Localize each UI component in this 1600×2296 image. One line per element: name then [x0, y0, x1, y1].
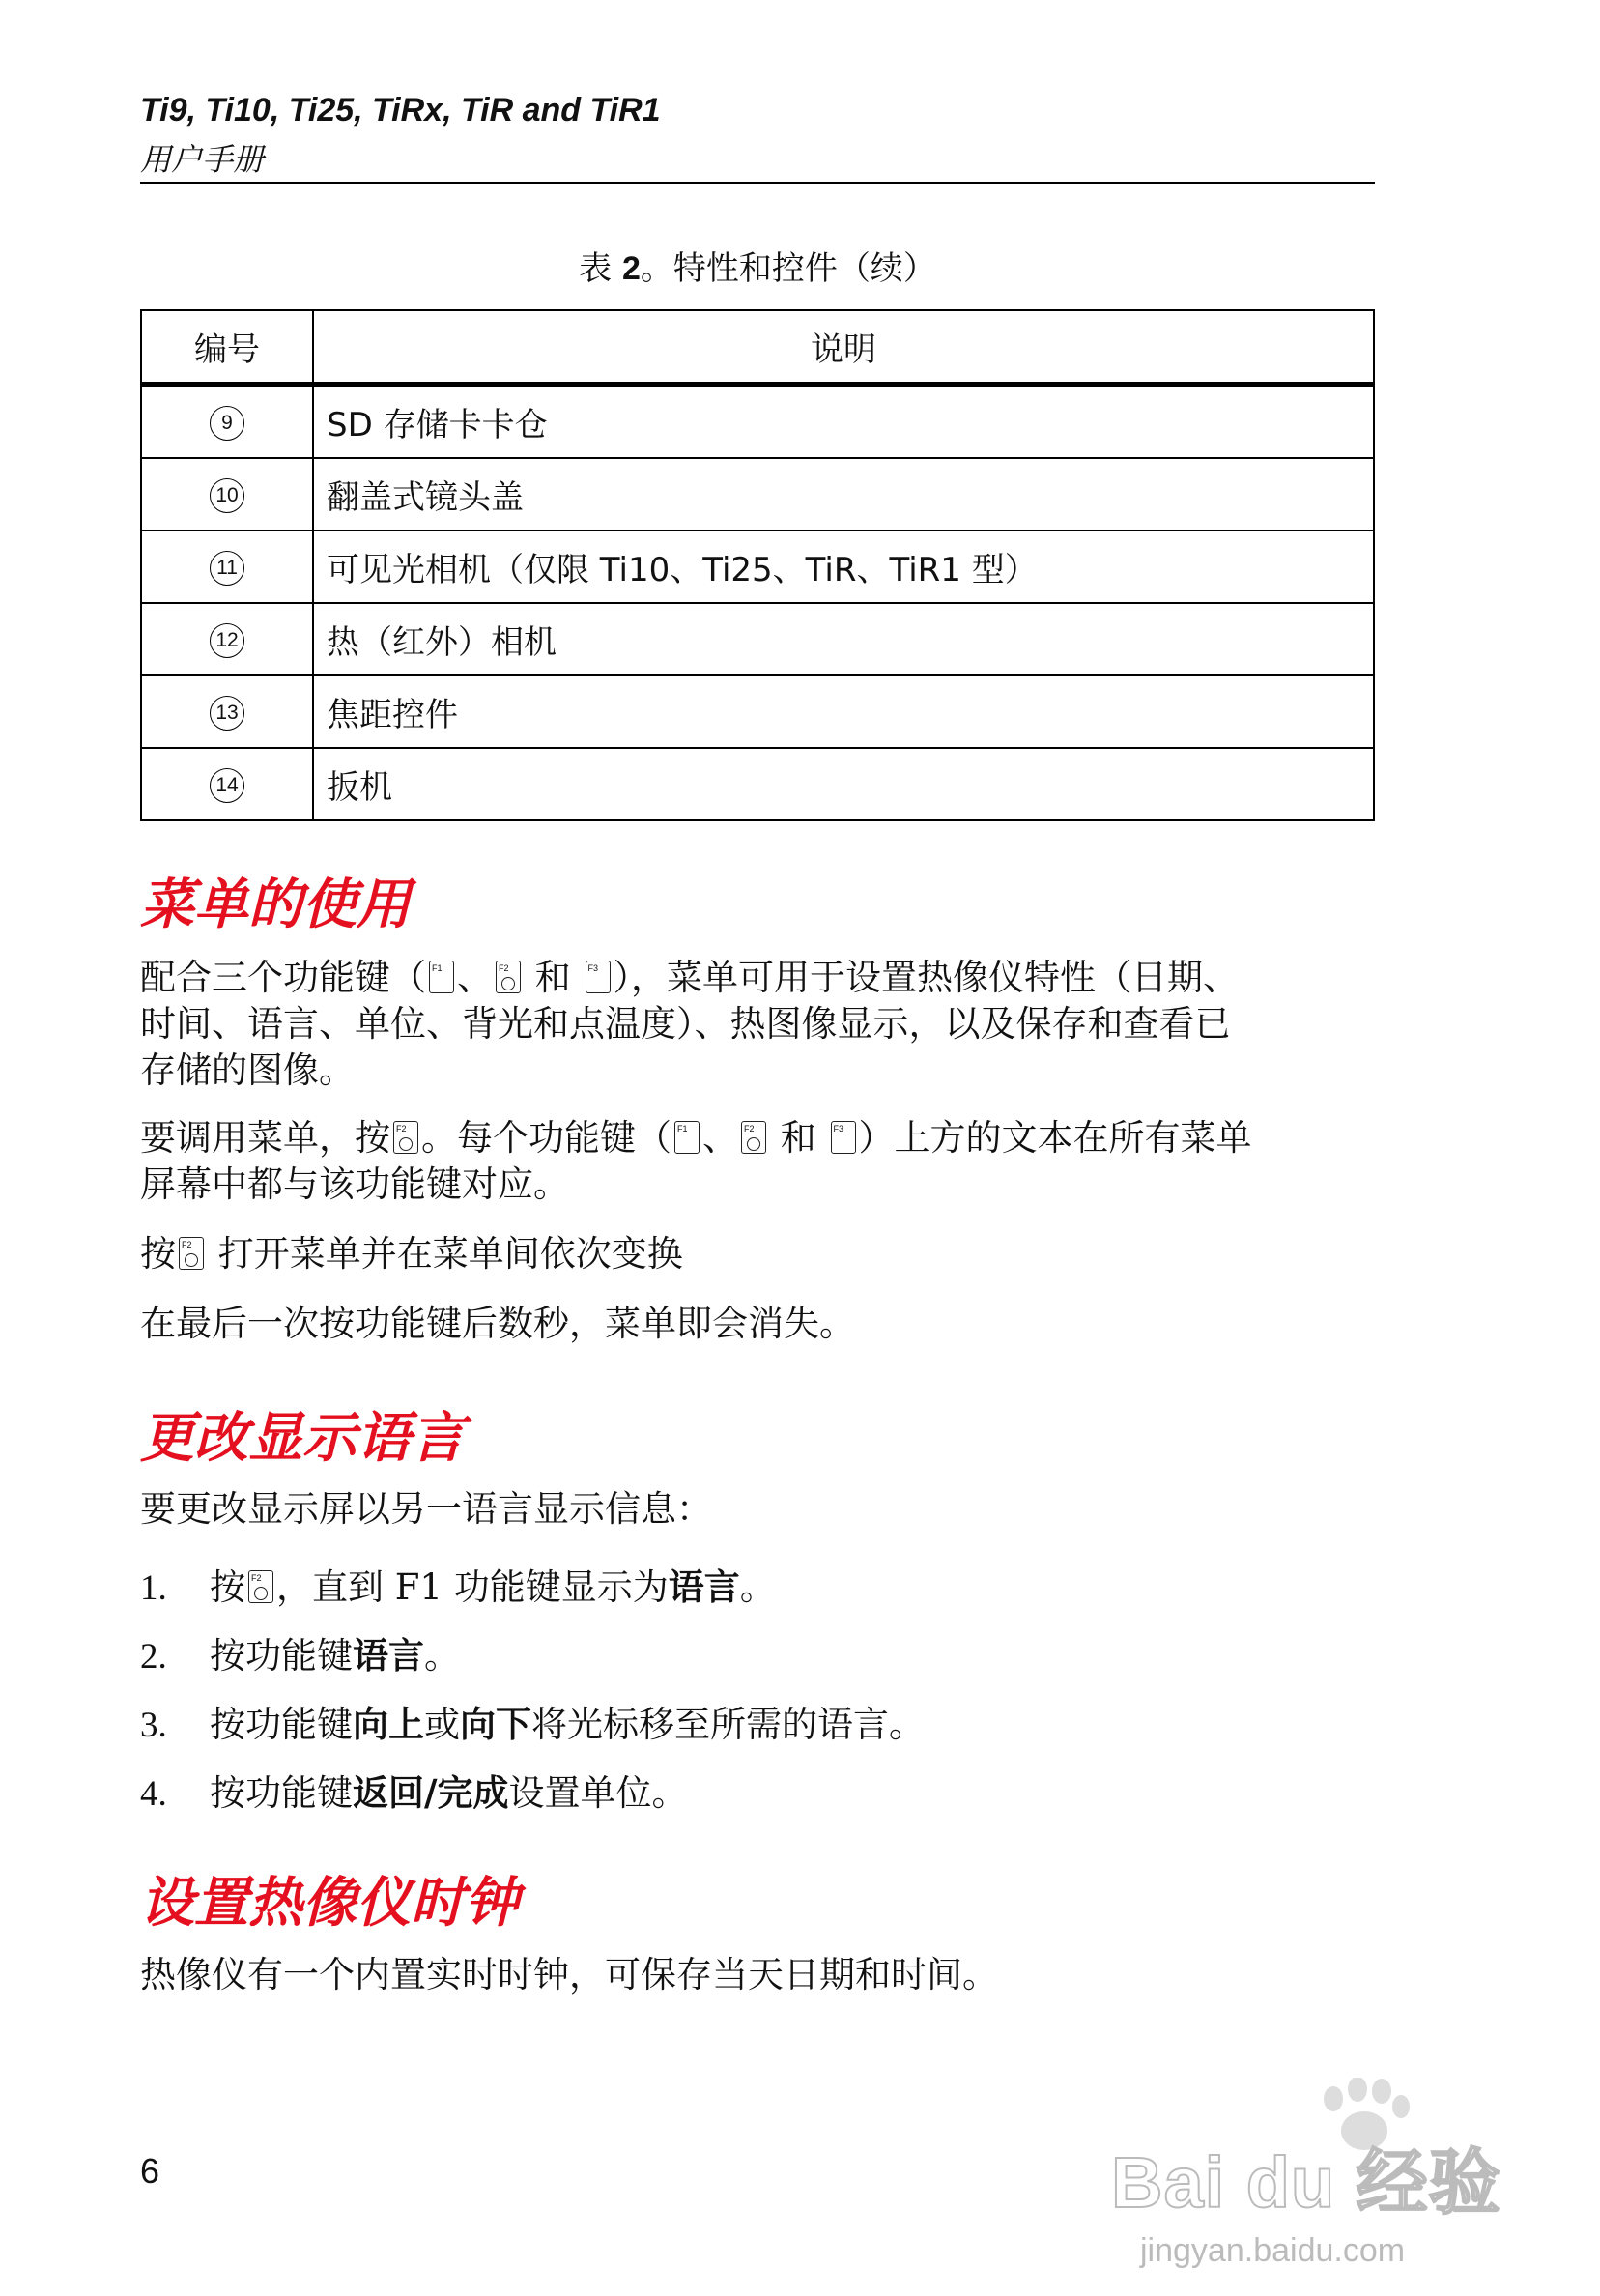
- f2-key-icon: F2: [496, 961, 521, 993]
- table-row: [141, 385, 1374, 459]
- item-description: 焦距控件: [313, 675, 1374, 748]
- item-description: 热（红外）相机: [313, 603, 1374, 675]
- watermark-brand: Bai du 经验: [1111, 2142, 1501, 2223]
- table-row: [141, 603, 1374, 675]
- paragraph-menu-open: 按 F2 打开菜单并在菜单间依次变换: [140, 1233, 683, 1275]
- list-item: 4. 按功能键返回/完成设置单位。: [140, 1772, 688, 1814]
- page-number: 6: [140, 2151, 160, 2191]
- item-number: 10: [210, 478, 244, 513]
- col-header-number: 编号: [141, 310, 313, 385]
- features-table: [140, 309, 1375, 821]
- f3-key-icon: F3: [831, 1121, 856, 1154]
- list-item: 1. 按 F2 ，直到 F1 功能键显示为语言。: [140, 1566, 776, 1608]
- item-description: 可见光相机（仅限 Ti10、Ti25、TiR、TiR1 型）: [313, 531, 1374, 603]
- item-number: 12: [210, 623, 244, 658]
- table-row: [141, 531, 1374, 603]
- f3-key-icon: F3: [586, 961, 611, 993]
- paragraph-clock: 热像仪有一个内置实时时钟，可保存当天日期和时间。: [140, 1954, 998, 1995]
- f2-key-icon: F2: [741, 1121, 766, 1154]
- header-rule: [140, 182, 1375, 184]
- item-number: 11: [210, 551, 244, 586]
- header-manual-title: 用户手册: [140, 141, 265, 178]
- watermark-url: jingyan.baidu.com: [1140, 2232, 1406, 2269]
- item-description: 翻盖式镜头盖: [313, 458, 1374, 531]
- table-row: [141, 675, 1374, 748]
- f2-key-icon: F2: [393, 1121, 418, 1154]
- item-description: SD 存储卡卡仓: [313, 385, 1374, 459]
- item-number: 13: [210, 696, 244, 731]
- table-header-row: [141, 310, 1374, 385]
- list-item: 3. 按功能键向上或向下将光标移至所需的语言。: [140, 1704, 925, 1745]
- paragraph-language-intro: 要更改显示屏以另一语言显示信息：: [140, 1488, 712, 1530]
- paragraph-menu-timeout: 在最后一次按功能键后数秒，菜单即会消失。: [140, 1303, 855, 1344]
- paragraph-menu-intro: 配合三个功能键（ F1 、 F2 和 F3 ），菜单可用于设置热像仪特性（日期、 时间、语言、单位、背光和点温度）、热图像显示，以及保存和查看已 存储的图像。: [140, 957, 1240, 1091]
- table-caption: 表 2。特性和控件（续）: [579, 249, 936, 288]
- col-header-description: 说明: [313, 310, 1374, 385]
- f1-key-icon: F1: [429, 961, 454, 993]
- f1-key-icon: F1: [674, 1121, 700, 1154]
- paragraph-menu-call: 要调用菜单，按 F2 。每个功能键（ F1 、 F2 和 F3 ）上方的文本在所有菜单 屏幕中都与该功能键对应。: [140, 1117, 1252, 1205]
- section-title-language: 更改显示语言: [140, 1407, 465, 1470]
- section-title-clock: 设置热像仪时钟: [140, 1872, 519, 1935]
- table-row: [141, 748, 1374, 820]
- list-item: 2. 按功能键语言。: [140, 1635, 460, 1677]
- item-number: 14: [210, 768, 244, 803]
- item-description: 扳机: [313, 748, 1374, 820]
- f2-key-icon: F2: [248, 1570, 273, 1603]
- section-title-menu: 菜单的使用: [140, 874, 411, 936]
- f2-key-icon: F2: [179, 1237, 204, 1270]
- header-models: Ti9, Ti10, Ti25, TiRx, TiR and TiR1: [140, 92, 661, 129]
- item-number: 9: [210, 406, 244, 441]
- table-row: [141, 458, 1374, 531]
